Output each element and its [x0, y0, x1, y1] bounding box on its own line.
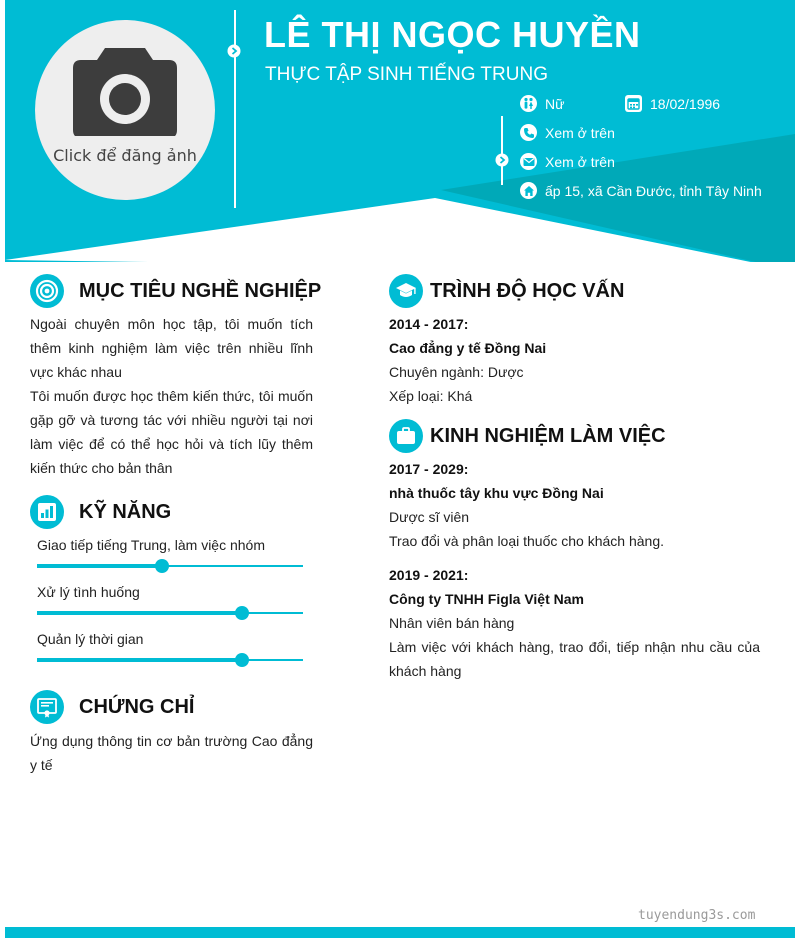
calendar-icon — [625, 95, 642, 112]
certificate-text: Ứng dụng thông tin cơ bản trường Cao đẳng y tế — [30, 733, 313, 773]
contact-timeline-line — [501, 116, 503, 185]
email-icon — [520, 153, 537, 170]
job-1-company: nhà thuốc tây khu vực Đồng Nai — [389, 485, 604, 501]
bar-chart-icon — [30, 495, 64, 529]
certificates-title: CHỨNG CHỈ — [79, 695, 195, 718]
job-2-position: Nhân viên bán hàng — [389, 615, 515, 631]
skill-level-fill — [37, 611, 242, 615]
objective-title: MỤC TIÊU NGHỀ NGHIỆP — [79, 279, 322, 302]
job-1-period: 2017 - 2029: — [389, 461, 469, 477]
target-icon — [30, 274, 64, 308]
job-1-description: Trao đổi và phân loại thuốc cho khách hàng. — [389, 533, 665, 549]
timeline-line — [234, 10, 236, 208]
objective-header — [30, 274, 321, 308]
briefcase-icon — [389, 419, 423, 453]
job-1-position: Dược sĩ viên — [389, 509, 470, 525]
job-2-description: Làm việc với khách hàng, trao đổi, tiếp nhận nhu cầu của khách hàng — [389, 639, 760, 679]
skill-level-fill — [37, 658, 242, 662]
graduation-cap-icon — [389, 274, 423, 308]
phone-value: Xem ở trên — [545, 124, 615, 141]
skill-level-fill — [37, 564, 162, 568]
skills-title: KỸ NĂNG — [79, 500, 172, 523]
phone-icon — [520, 124, 537, 141]
contact-timeline-dot — [495, 153, 509, 167]
education-grade: Xếp loại: Khá — [389, 388, 473, 404]
skill-level-knob — [155, 559, 169, 573]
skill-level-knob — [235, 653, 249, 667]
skill-label: Xử lý tình huống — [37, 584, 140, 600]
experience-header — [389, 419, 666, 453]
dob-info — [625, 95, 720, 112]
gender-info — [520, 95, 564, 112]
certificates-header — [30, 690, 194, 724]
skill-level-bar — [37, 565, 303, 567]
address-value: ấp 15, xã Cần Đước, tỉnh Tây Ninh — [545, 182, 762, 199]
education-header — [389, 274, 624, 308]
objective-paragraph-2: Tôi muốn được học thêm kiến thức, tôi muốn gặp gỡ và tương tác với nhiều người tại nơi làm việc để có thể học hỏi và tích lũy thêm kiến thức cho bản thân — [30, 388, 313, 476]
photo-upload[interactable] — [35, 20, 215, 200]
skill-label: Giao tiếp tiếng Trung, làm việc nhóm — [37, 537, 266, 553]
skills-header — [30, 495, 171, 529]
email-value: Xem ở trên — [545, 153, 615, 170]
skill-level-knob — [235, 606, 249, 620]
gender-value: Nữ — [545, 95, 565, 112]
education-major: Chuyên ngành: Dược — [389, 364, 524, 380]
education-school: Cao đẳng y tế Đồng Nai — [389, 340, 547, 356]
education-period: 2014 - 2017: — [389, 316, 469, 332]
skill-level-bar — [37, 612, 303, 614]
gender-icon — [520, 95, 537, 112]
footer-bar — [5, 927, 795, 938]
job-2-period: 2019 - 2021: — [389, 567, 469, 583]
skill-label: Quản lý thời gian — [37, 631, 144, 647]
job-title: THỰC TẬP SINH TIẾNG TRUNG — [265, 64, 548, 85]
camera-icon — [71, 46, 179, 136]
job-2-company: Công ty TNHH Figla Việt Nam — [389, 591, 584, 607]
home-icon — [520, 182, 537, 199]
candidate-name: LÊ THỊ NGỌC HUYỀN — [264, 14, 641, 55]
skill-level-bar — [37, 659, 303, 661]
phone-info — [520, 124, 615, 141]
timeline-dot — [227, 44, 241, 58]
objective-text — [30, 312, 313, 480]
dob-value: 18/02/1996 — [650, 95, 721, 112]
watermark: tuyendung3s.com — [638, 908, 756, 923]
email-info — [520, 153, 615, 170]
certificate-icon — [30, 690, 64, 724]
address-info — [520, 182, 762, 199]
education-title: TRÌNH ĐỘ HỌC VẤN — [430, 279, 625, 302]
objective-paragraph-1: Ngoài chuyên môn học tập, tôi muốn tích thêm kinh nghiệm làm việc trên nhiều lĩnh vực khác nhau — [30, 316, 313, 380]
experience-title: KINH NGHIỆM LÀM VIỆC — [430, 424, 666, 447]
photo-caption: Click để đăng ảnh — [53, 146, 197, 165]
